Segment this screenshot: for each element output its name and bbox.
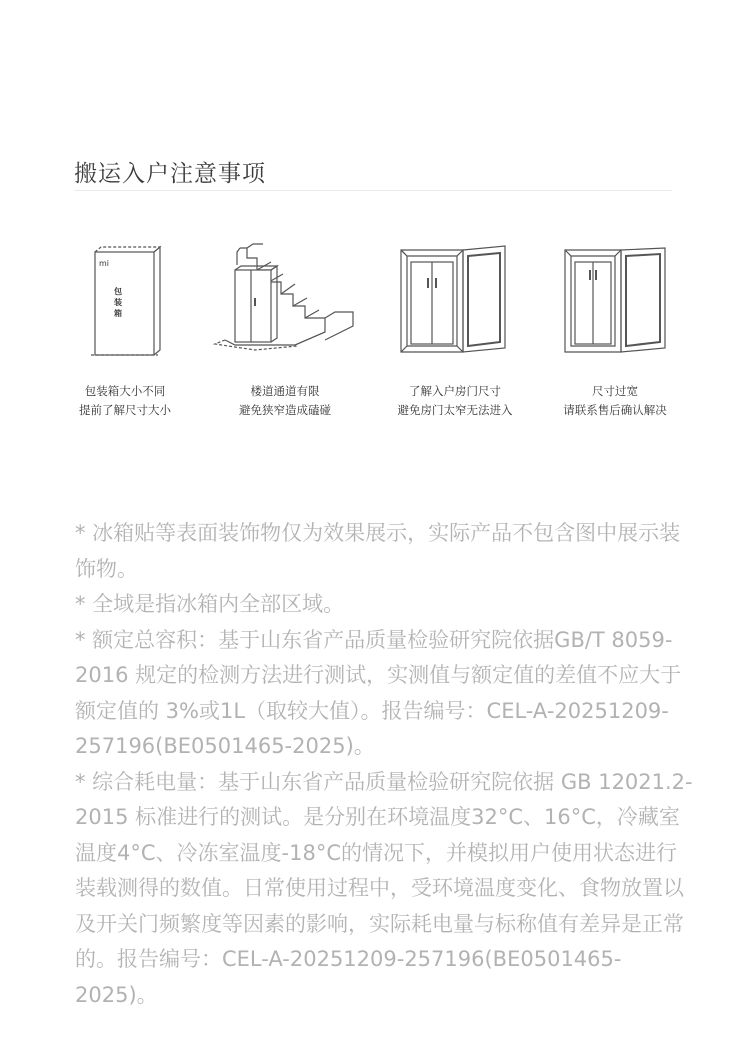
divider bbox=[74, 190, 672, 191]
tip-line2: 避免狭窄造成磕碰 bbox=[239, 403, 331, 417]
packing-box-icon bbox=[35, 240, 215, 360]
tip-line1: 尺寸过宽 bbox=[592, 384, 638, 398]
note-decoration: * 冰箱贴等表面装饰物仅为效果展示，实际产品不包含图中展示装饰物。 bbox=[75, 521, 681, 581]
tip-line2: 提前了解尺寸大小 bbox=[79, 403, 171, 417]
tip-too-wide bbox=[525, 240, 705, 417]
tip-door-size bbox=[365, 240, 545, 417]
wide-fridge-icon bbox=[525, 240, 705, 360]
disclaimer-notes bbox=[75, 516, 695, 1013]
tip-caption bbox=[195, 382, 375, 420]
note-power-consumption: * 综合耗电量：基于山东省产品质量检验研究院依据 GB 12021.2-2015 标准进行的测试。是分别在环境温度32°C、16°C，冷藏室温度4°C、冷冻室温度-18°C的情况下，并模拟用户使用状态进行装载测得的数值。日常使用过程中，受环境温度变化、食物放置以及开关门频繁度等因素的影响，实际耗电量与标称值有差异是正常的。报告编号：CEL-A-20251209-257196(BE0501465-2025)。 bbox=[75, 769, 693, 1007]
tip-line1: 包装箱大小不同 bbox=[84, 384, 166, 398]
note-full-area: * 全域是指冰箱内全部区域。 bbox=[75, 592, 345, 616]
section-title: 搬运入户注意事项 bbox=[74, 161, 266, 188]
tip-caption bbox=[525, 382, 705, 420]
tip-caption bbox=[35, 382, 215, 420]
box-logo: mi bbox=[99, 259, 110, 268]
box-label: 包 装 箱 bbox=[114, 287, 122, 318]
tip-stairs bbox=[195, 240, 375, 417]
tip-line2: 避免房门太窄无法进入 bbox=[397, 403, 513, 417]
tip-line1: 楼道通道有限 bbox=[250, 384, 320, 398]
tip-line1: 了解入户房门尺寸 bbox=[409, 384, 501, 398]
stairs-fridge-icon bbox=[195, 240, 375, 360]
note-rated-volume: * 额定总容积：基于山东省产品质量检验研究院依据GB/T 8059-2016 规定的检测方法进行测试，实测值与额定值的差值不应大于额定值的 3%或1L（取较大值）。报告编号：CEL-A-20251209-257196(BE0501465-2025)。 bbox=[75, 627, 682, 758]
delivery-tips bbox=[0, 240, 750, 440]
open-door-fridge-icon bbox=[365, 240, 545, 360]
tip-packing-box bbox=[35, 240, 215, 417]
tip-caption bbox=[365, 382, 545, 420]
tip-line2: 请联系售后确认解决 bbox=[563, 403, 667, 417]
